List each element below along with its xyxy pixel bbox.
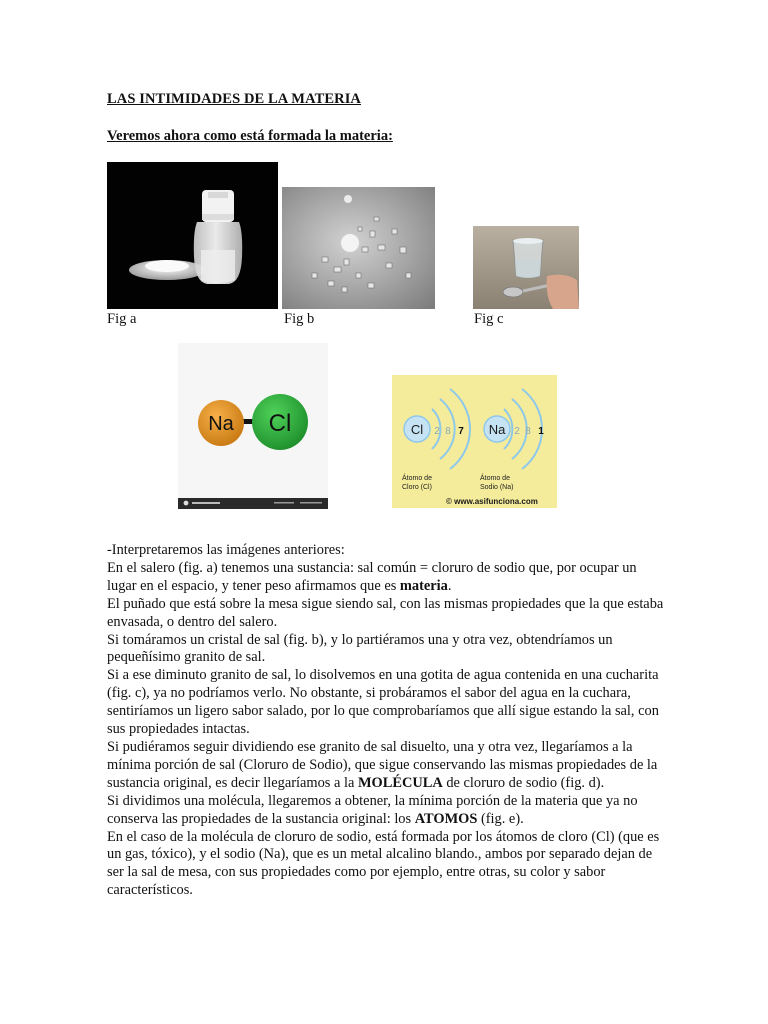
bold-atomos: ATOMOS bbox=[414, 810, 478, 827]
cl-symbol: Cl bbox=[410, 422, 424, 437]
paragraph-punado: El puñado que está sobre la mesa sigue siendo sal, con las mismas propiedades que la que estaba envasada, o dentro del salero. bbox=[107, 595, 664, 630]
paragraph-granito: Si a ese diminuto granito de sal, lo disolvemos en una gotita de agua contenida en una cucharita (fig. c), ya no podríamos verlo. No obstante, si probáramos el sabor del agua en la cuchara, sentiríamos un ligero sabor salado, por lo que comprobaríamos que allí sigue estando la sal, con sus propiedades intactas. bbox=[107, 667, 659, 738]
paragraph-cristal: Si tomáramos un cristal de sal (fig. b), y lo partiéramos una y otra vez, obtendríamos un pequeñísimo granito de sal. bbox=[107, 631, 613, 666]
fig-b-caption: Fig b bbox=[284, 311, 315, 327]
paragraph-intro: -Interpretaremos las imágenes anteriores: bbox=[107, 542, 345, 558]
fig-e-atom-shell-diagram bbox=[392, 375, 557, 508]
na-atom-caption-line1: Átomo de bbox=[480, 475, 510, 482]
fig-e-credit: © www.asifunciona.com bbox=[446, 497, 538, 506]
paragraph-salero: En el salero (fig. a) tenemos una sustancia: sal común = cloruro de sodio que, por ocupar un lugar en el espacio, y tener peso afirmamos que es materia. bbox=[107, 559, 637, 594]
cl-valence: 7 bbox=[458, 426, 464, 437]
na-atom-label: Na bbox=[208, 413, 234, 435]
cl-atom-label: Cl bbox=[268, 410, 292, 437]
na-shell-2: 8 bbox=[525, 426, 531, 437]
body-text bbox=[107, 542, 667, 900]
cl-shell-1: 2 bbox=[434, 426, 440, 437]
fig-a-salt-shaker-photo bbox=[107, 162, 278, 309]
paragraph-molecula: Si pudiéramos seguir dividiendo ese granito de sal disuelto, una y otra vez, llegaríamos a la mínima porción de sal (Cloruro de Sodio), que sigue conservando las mismas propiedades de la sustancia original, es decir llegaríamos a la MOLÉCULA de cloruro de sodio (fig. d). bbox=[107, 738, 658, 791]
fig-b-salt-crystals-photo bbox=[282, 187, 435, 309]
paragraph-cloruro: En el caso de la molécula de cloruro de sodio, está formada por los átomos de cloro (Cl) (que es un gas, tóxico), y el sodio (Na), que es un metal alcalino blando., ambos por separado dejan de ser la sal de mesa, con sus propiedades como por ejemplo, entre otras, su color y sabor característicos. bbox=[107, 828, 660, 899]
cl-atom-caption-line2: Cloro (Cl) bbox=[402, 484, 432, 491]
bold-materia: materia bbox=[399, 577, 448, 594]
cl-atom-caption-line1: Átomo de bbox=[402, 475, 432, 482]
na-symbol: Na bbox=[488, 422, 506, 437]
fig-a-caption: Fig a bbox=[107, 311, 137, 327]
na-shell-1: 2 bbox=[514, 426, 520, 437]
paragraph-atomos: Si dividimos una molécula, llegaremos a obtener, la mínima porción de la materia que ya no conserva las propiedades de la sustancia original: los ATOMOS (fig. e). bbox=[107, 792, 638, 827]
fig-d-nacl-molecule bbox=[178, 343, 328, 509]
na-valence: 1 bbox=[538, 426, 544, 437]
fig-c-caption: Fig c bbox=[474, 311, 504, 327]
document-subtitle: Veremos ahora como está formada la materia: bbox=[107, 128, 393, 144]
na-atom-caption-line2: Sodio (Na) bbox=[480, 484, 514, 491]
fig-c-glass-spoon-photo bbox=[473, 226, 579, 309]
bold-molecula: MOLÉCULA bbox=[357, 774, 443, 791]
document-title: LAS INTIMIDADES DE LA MATERIA bbox=[107, 91, 362, 107]
cl-shell-2: 8 bbox=[445, 426, 451, 437]
